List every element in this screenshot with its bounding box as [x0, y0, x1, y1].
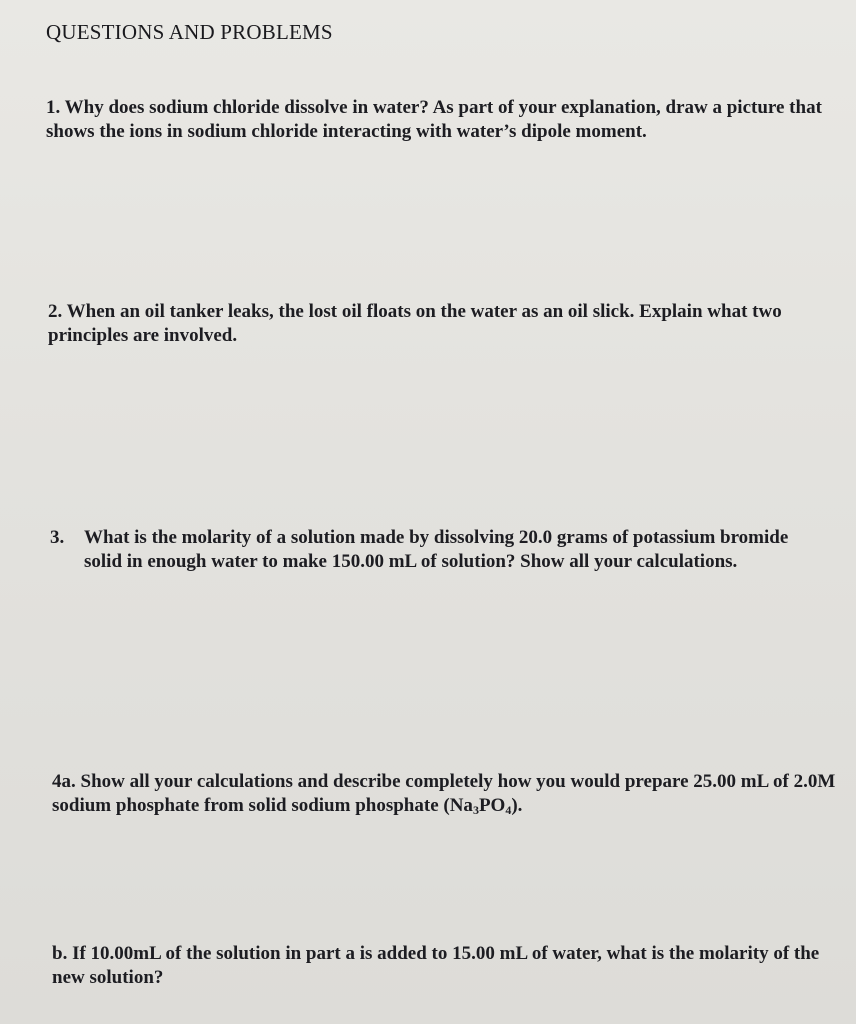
- question-4b-text: If 10.00mL of the solution in part a is added to 15.00 mL of water, what is the molarity of the new solution?: [52, 943, 820, 988]
- question-4a-text-after: ).: [511, 795, 523, 816]
- question-1: [46, 96, 836, 144]
- question-2-text: When an oil tanker leaks, the lost oil floats on the water as an oil slick. Explain what two principles are involved.: [48, 301, 782, 346]
- question-4b-number: b.: [52, 943, 68, 964]
- question-3: [50, 526, 830, 574]
- question-4a-number: 4a.: [52, 771, 76, 792]
- question-4a-text: [52, 771, 835, 816]
- question-1-text: Why does sodium chloride dissolve in water? As part of your explanation, draw a picture that shows the ions in sodium chloride interacting with water’s dipole moment.: [46, 97, 822, 142]
- question-4a-subscript-4: 4: [505, 803, 512, 817]
- question-4a-text-mid: PO: [478, 795, 506, 816]
- question-1-number: 1.: [46, 97, 61, 118]
- question-4a-text-before: Show all your calculations and describe completely how you would prepare 25.00 mL of 2.0M sodium phosphate from solid sodium phosphate (Na: [52, 771, 836, 816]
- question-3-text: What is the molarity of a solution made by dissolving 20.0 grams of potassium bromide solid in enough water to make 150.00 mL of solution? Show all your calculations.: [84, 527, 789, 572]
- question-4a: [52, 770, 842, 822]
- question-2: [48, 300, 838, 348]
- question-4a-subscript-3: 3: [472, 803, 479, 817]
- page-title: QUESTIONS AND PROBLEMS: [46, 20, 333, 44]
- question-3-number: 3.: [50, 527, 65, 548]
- question-4b: [52, 942, 842, 990]
- question-2-number: 2.: [48, 301, 63, 322]
